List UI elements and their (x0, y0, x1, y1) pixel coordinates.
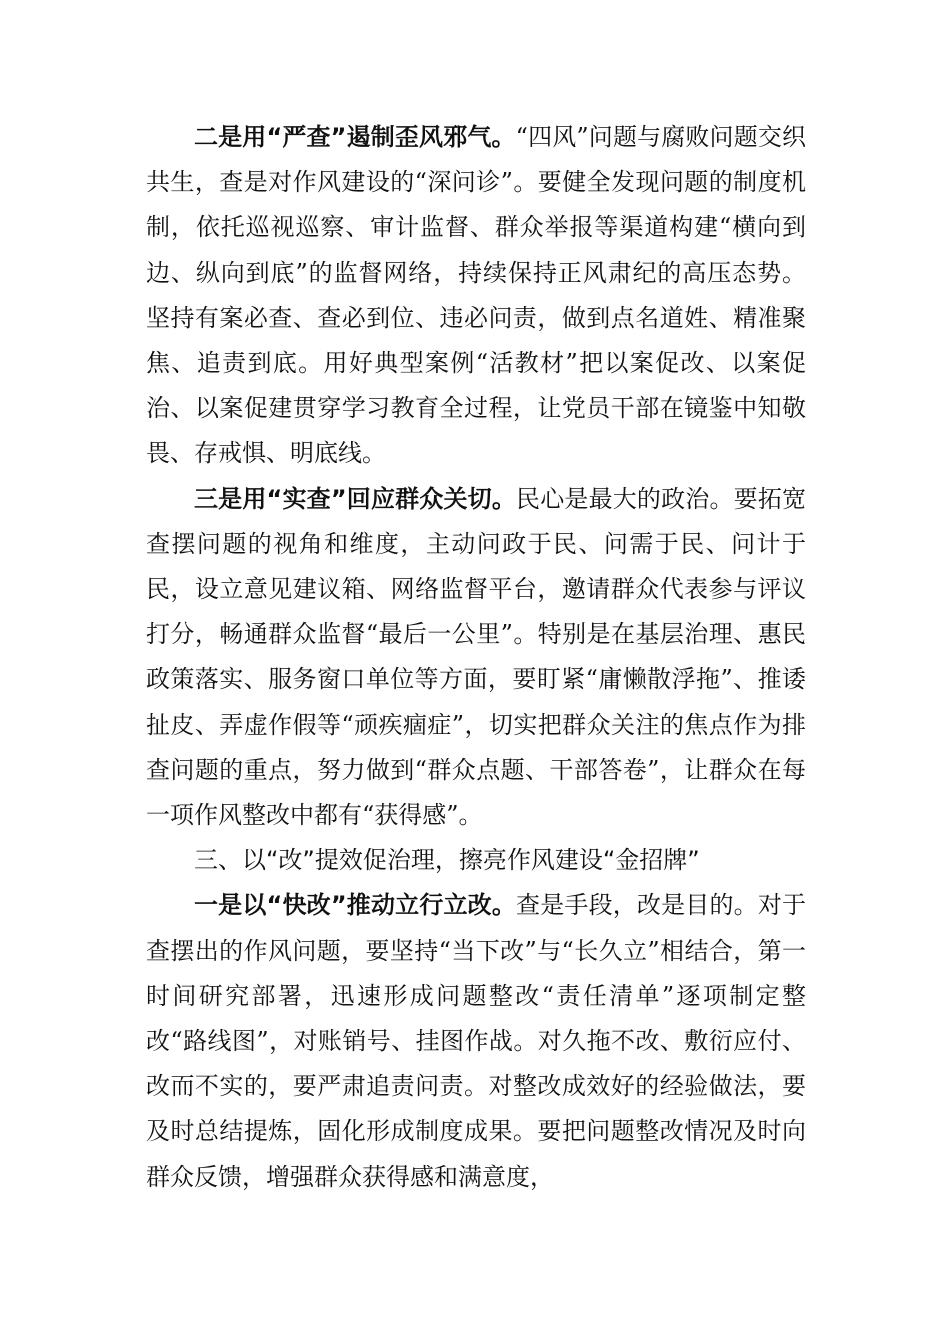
paragraph-lead: 三是用“实查”回应群众关切。 (194, 484, 517, 513)
paragraph-body: “四风”问题与腐败问题交织共生，查是对作风建设的“深问诊”。要健全发现问题的制度机制，依托巡视巡察、审计监督、群众举报等渠道构建“横向到边、纵向到底”的监督网络，持续保持正风肃纪的高压态势。坚持有案必查、查必到位、违必问责，做到点名道姓、精准聚焦、追责到底。用好典型案例“活教材”把以案促改、以案促治、以案促建贯穿学习教育全过程，让党员干部在镜鉴中知敬畏、存戒惧、明底线。 (146, 123, 806, 468)
paragraph-body: 民心是最大的政治。要拓宽查摆问题的视角和维度，主动问政于民、问需于民、问计于民，设立意见建议箱、网络监督平台，邀请群众代表参与评议打分，畅通群众监督“最后一公里”。特别是在基层治理、惠民政策落实、服务窗口单位等方面，要盯紧“庸懒散浮拖”、推诿扯皮、弄虚作假等“顽疾痼症”，切实把群众关注的焦点作为排查问题的重点，努力做到“群众点题、干部答卷”，让群众在每一项作风整改中都有“获得感”。 (146, 484, 807, 830)
paragraph-lead: 一是以“快改”推动立行立改。 (194, 891, 517, 920)
paragraph-lead: 二是用“严查”遏制歪风邪气。 (194, 123, 516, 151)
paragraph-body: 查是手段，改是目的。对于查摆出的作风问题，要坚持“当下改”与“长久立”相结合，第一时间研究部署，迅速形成问题整改“责任清单”逐项制定整改“路线图”，对账销号、挂图作战。对久拖不改、敷衍应付、改而不实的，要严肃追责问责。对整改成效好的经验做法，要及时总结提炼，固化形成制度成果。要把问题整改情况及时向群众反馈，增强群众获得感和满意度， (146, 891, 807, 1191)
paragraph-real-inspection (146, 477, 806, 839)
section-heading: 三、以“改”提效促治理，擦亮作风建设“金招牌” (194, 846, 700, 875)
paragraph-strict-inspection (146, 115, 806, 477)
document-page (146, 115, 806, 1200)
paragraph-quick-rectify (146, 883, 806, 1199)
